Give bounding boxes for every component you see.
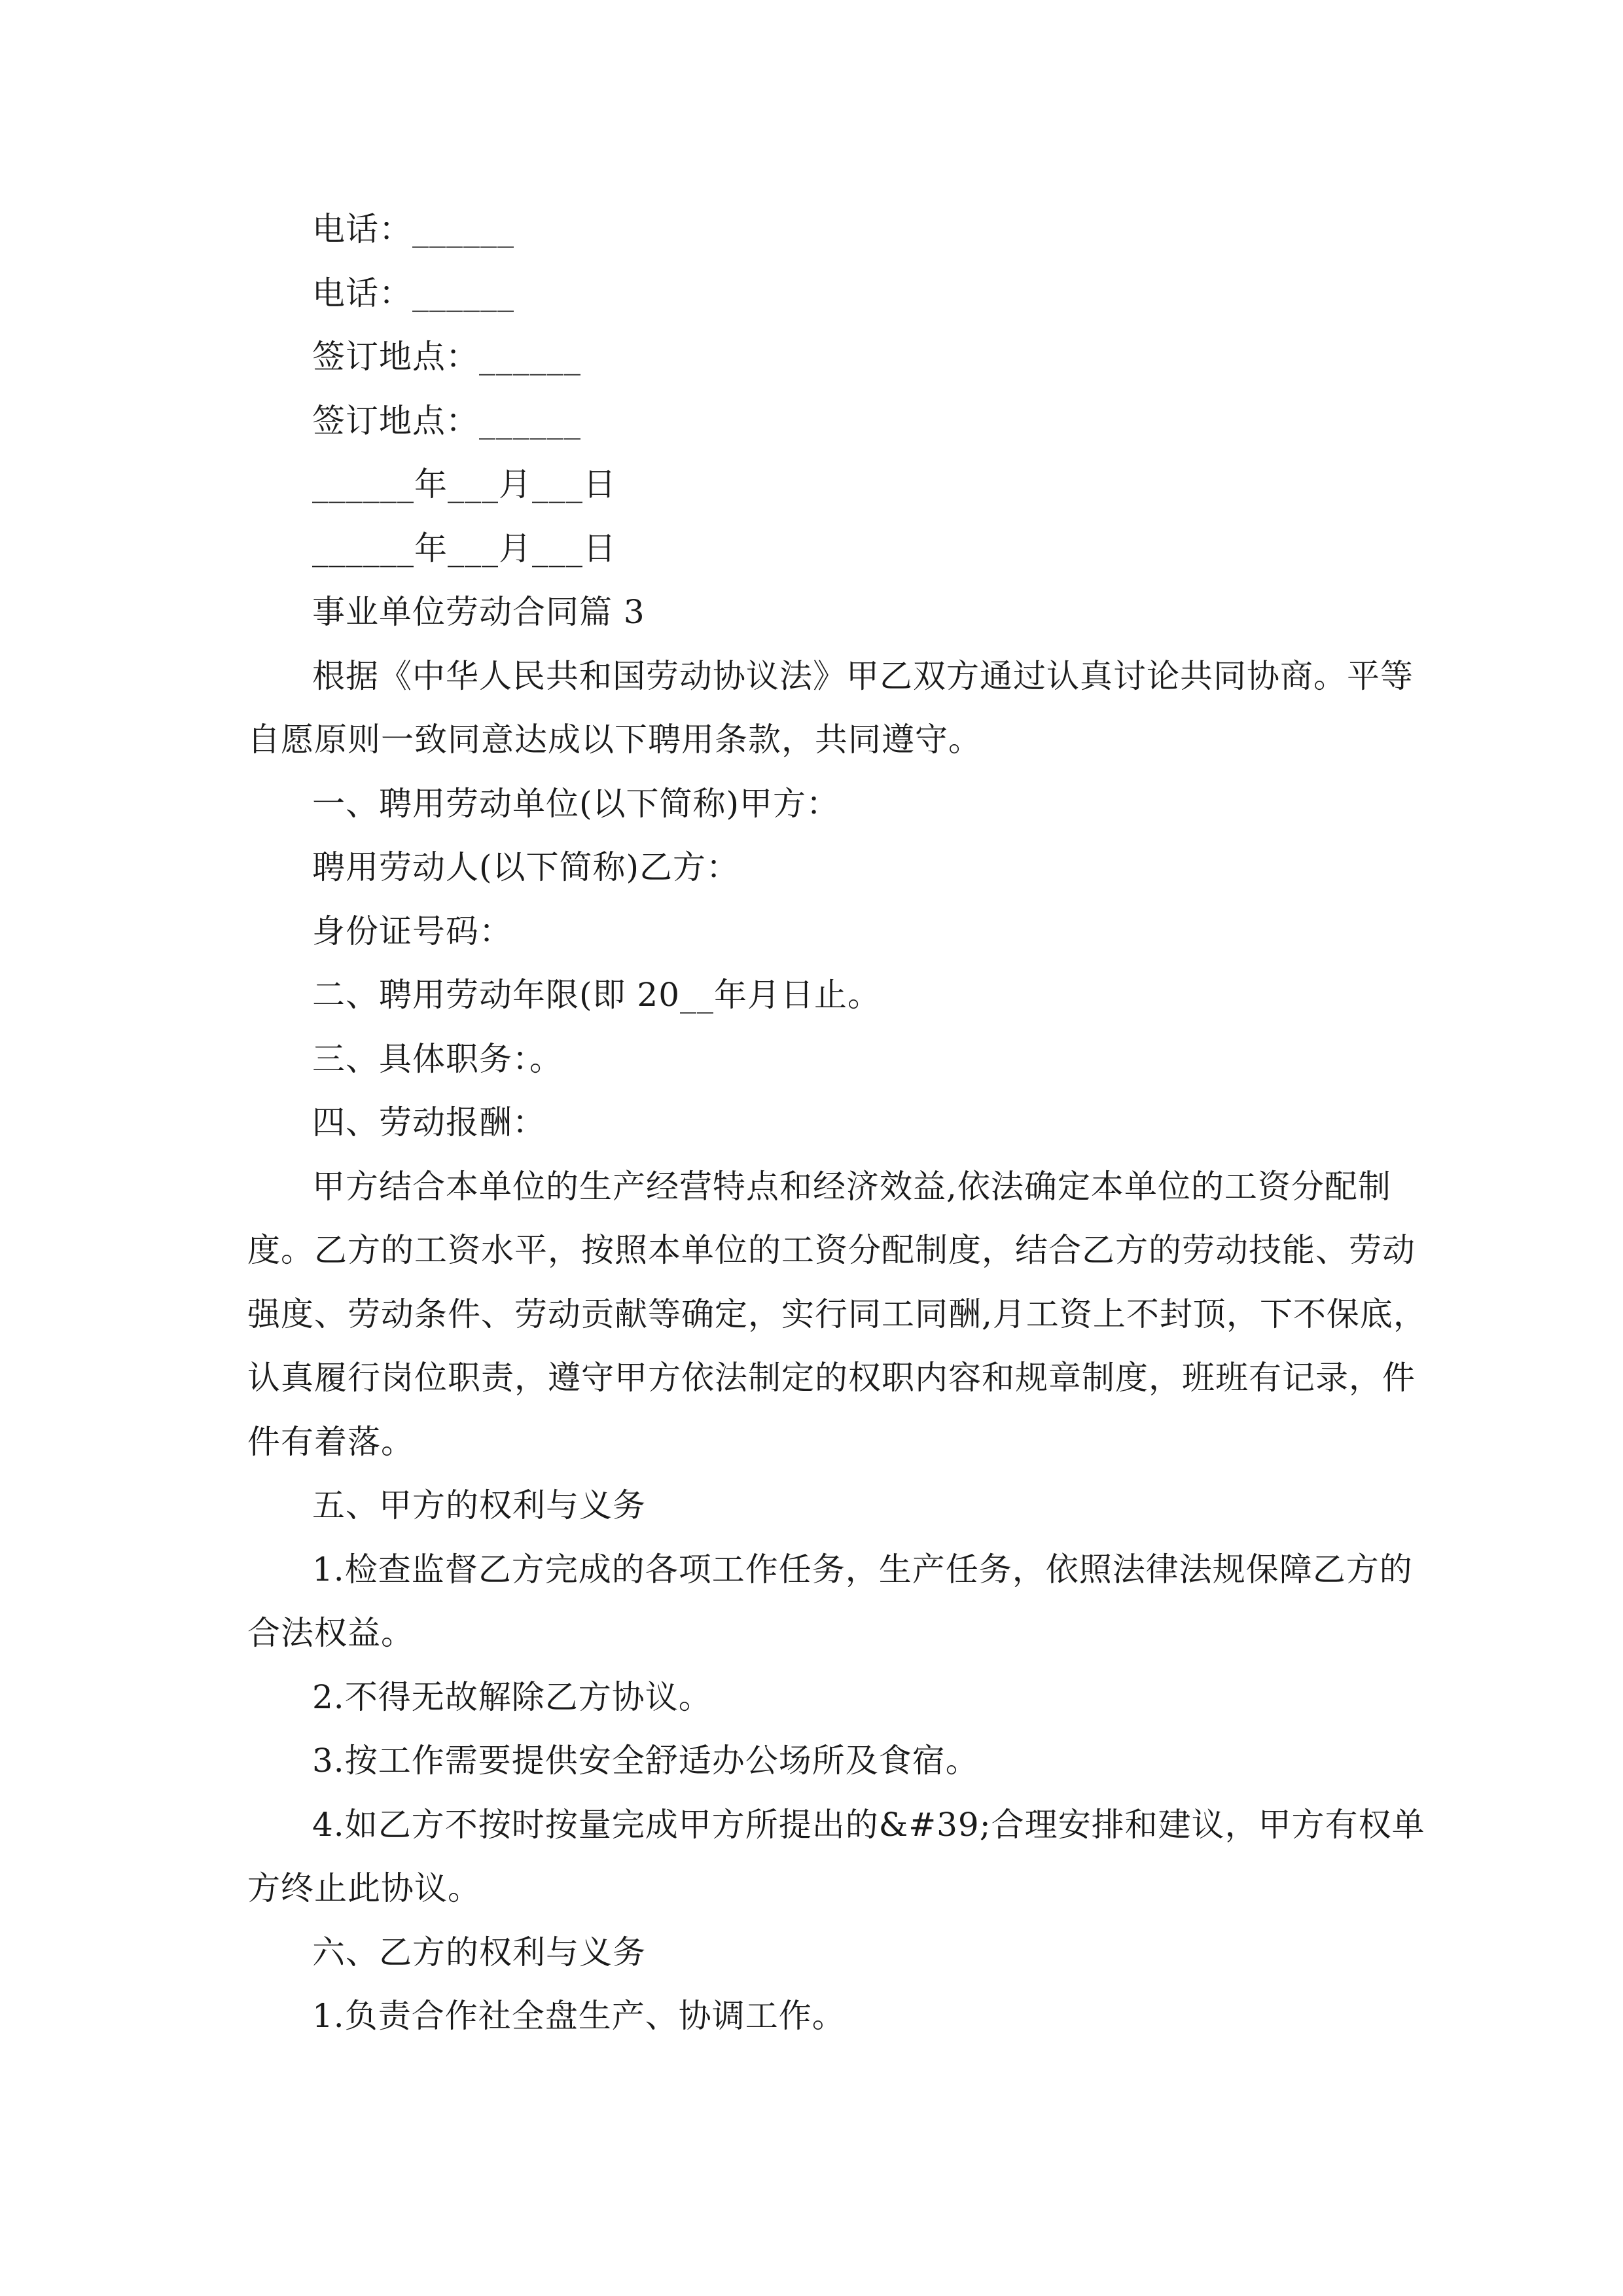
section-title: 事业单位劳动合同篇 3 [312,593,645,631]
pay-line-5: 件有着落。 [247,1423,414,1461]
clause-1-employer: 一、聘用劳动单位(以下简称)甲方： [312,785,840,823]
party-a-item-4-line-1: 4.如乙方不按时按量完成甲方所提出的&#39;合理安排和建议，甲方有权单 [312,1806,1425,1844]
intro-line-2: 自愿原则一致同意达成以下聘用条款，共同遵守。 [247,721,982,759]
signing-place-line-1: 签订地点：______ [312,338,581,376]
clause-1-employee: 聘用劳动人(以下简称)乙方： [312,848,740,886]
pay-line-2: 度。乙方的工资水平，按照本单位的工资分配制度，结合乙方的劳动技能、劳动 [247,1231,1416,1269]
intro-line-1: 根据《中华人民共和国劳动协议法》甲乙双方通过认真讨论共同协商。平等 [312,657,1414,695]
date-line-2: ______年___月___日 [312,529,616,567]
party-a-item-2: 2.不得无故解除乙方协议。 [312,1678,712,1716]
pay-line-1: 甲方结合本单位的生产经营特点和经济效益,依法确定本单位的工资分配制 [312,1168,1391,1206]
signing-place-line-2: 签订地点：______ [312,402,581,440]
clause-1-id-number: 身份证号码： [312,912,512,950]
party-a-item-4-line-2: 方终止此协议。 [247,1869,481,1907]
pay-line-3: 强度、劳动条件、劳动贡献等确定，实行同工同酬,月工资上不封顶，下不保底， [247,1295,1427,1333]
clause-3-position: 三、具体职务：。 [312,1040,563,1078]
party-a-item-1-line-1: 1.检查监督乙方完成的各项工作任务，生产任务，依照法律法规保障乙方的 [312,1551,1413,1588]
pay-line-4: 认真履行岗位职责，遵守甲方依法制定的权职内容和规章制度，班班有记录，件 [247,1359,1416,1397]
phone-line-2: 电话：______ [312,274,514,312]
date-line-1: ______年___月___日 [312,465,616,503]
party-b-title: 六、乙方的权利与义务 [312,1933,646,1971]
party-b-item-1: 1.负责合作社全盘生产、协调工作。 [312,1997,846,2035]
party-a-item-3: 3.按工作需要提供安全舒适办公场所及食宿。 [312,1742,979,1780]
clause-2-term: 二、聘用劳动年限(即 20__年月日止。 [312,976,882,1014]
phone-line-1: 电话：______ [312,210,514,248]
clause-4-pay: 四、劳动报酬： [312,1103,546,1141]
party-a-item-1-line-2: 合法权益。 [247,1614,414,1652]
party-a-title: 五、甲方的权利与义务 [312,1486,646,1524]
